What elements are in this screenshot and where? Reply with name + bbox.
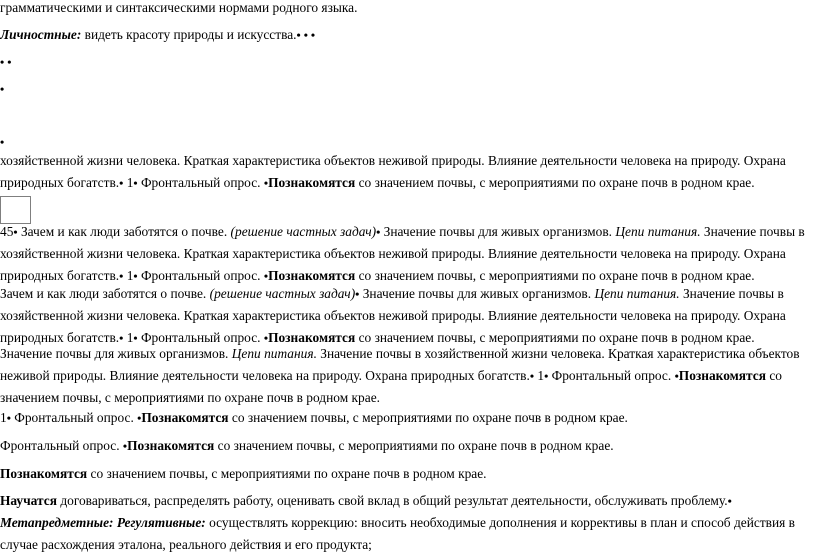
bullet-icon: • [674,369,679,383]
poznakom-label: Познакомятся [0,466,88,481]
line-text: грамматическими и синтаксическими нормами родного языка. [0,0,358,15]
bullet-icon: • [263,176,269,190]
poznakom-label: Познакомятся [268,175,356,190]
paragraph-8 [0,490,810,556]
paragraph-text: хозяйственной жизни человека. Краткая характеристика объектов неживой природы. Влияние деятельности человека на природу. Охрана природных богатств. [0,153,786,190]
bullet-line-2 [0,51,810,73]
text-line-personal [0,24,810,46]
paragraph-italic: Цепи питания. [231,346,317,361]
bullet: • [0,135,5,149]
paragraph-text: Значение почвы для живых организмов. [0,346,232,361]
poznakom-label: Познакомятся [268,330,356,345]
lesson-number: 1 [123,268,134,283]
poznakom-label: Познакомятся [268,268,356,283]
paragraph-3 [0,283,810,349]
poznakom-text: со значением почвы, с мероприятиями по охране почв в родном крае. [0,368,782,405]
paragraph-4 [0,343,810,409]
paragraph-text: Значение почвы в хозяйственной жизни человека. Краткая характеристика объектов неживой природы. Влияние деятельности человека на природу. Охрана природных богатств. [0,346,800,383]
paragraph-text: Зачем и как люди заботятся о почве. [17,224,231,239]
paragraph-1 [0,150,810,194]
meta-label: Метапредметные: [0,515,114,530]
lesson-number: 1 [123,330,134,345]
reg-label: Регулятивные: [116,515,206,530]
lesson-number: 1 [0,410,7,425]
paragraph-italic: (решение частных задач) [209,286,356,301]
paragraph-italic: Цепи питания. [615,224,701,239]
bullet-icon: • [13,225,18,239]
bullet-icon: • [119,331,124,345]
frontal-text: Фронтальный опрос. [137,268,264,283]
frontal-text: Фронтальный опрос. [10,410,138,425]
lesson-number: 1 [534,368,545,383]
poznakom-text: со значением почвы, с мероприятиями по охране почв в родном крае. [87,466,487,481]
bullet-icon: • [355,287,360,301]
bullet-icon: • [727,494,732,508]
frontal-text: Фронтальный опрос. [0,438,123,453]
paragraph-text: Значение почвы для живых организмов. [359,286,595,301]
paragraph-text: Значение почвы для живых организмов. [380,224,616,239]
frontal-text: Фронтальный опрос. [548,368,675,383]
bullet-line-3 [0,78,810,100]
poznakom-label: Познакомятся [141,410,229,425]
paragraph-7 [0,463,810,485]
poznakom-text: со значением почвы, с мероприятиями по охране почв в родном крае. [355,175,755,190]
frontal-text: Фронтальный опрос. [137,330,264,345]
paragraph-2 [0,221,810,287]
bullet-group: • • • [296,28,316,42]
paragraph-italic: Цепи питания. [594,286,680,301]
bullet-icon: • [119,176,124,190]
paragraph-italic: (решение частных задач) [230,224,377,239]
poznakom-label: Познакомятся [127,438,215,453]
paragraph-text: Зачем и как люди заботятся о почве. [0,286,210,301]
bullet: • [0,82,5,96]
bullet-group: • • [0,55,12,69]
personal-label: Личностные: [0,27,82,42]
bullet-icon: • [137,411,142,425]
poznakom-text: со значением почвы, с мероприятиями по охране почв в родном крае. [355,330,755,345]
poznakom-text: со значением почвы, с мероприятиями по охране почв в родном крае. [214,438,614,453]
bullet-icon: • [544,369,549,383]
nauch-text: договариваться, распределять работу, оценивать свой вклад в общий результат деятельности, обслуживать проблему. [56,493,728,508]
bullet-icon: • [133,331,138,345]
paragraph-text: Значение почвы в хозяйственной жизни человека. Краткая характеристика объектов неживой природы. Влияние деятельности человека на природу. Охрана природных богатств. [0,224,805,283]
lesson-number: 1 [123,175,134,190]
poznakom-label: Познакомятся [678,368,766,383]
personal-text: видеть красоту природы и искусства. [81,27,297,42]
bullet-icon: • [119,269,124,283]
poznakom-text: со значением почвы, с мероприятиями по охране почв в родном крае. [355,268,755,283]
table-cell-box [0,196,31,224]
bullet-icon: • [6,411,11,425]
paragraph-text: Значение почвы в хозяйственной жизни человека. Краткая характеристика объектов неживой природы. Влияние деятельности человека на природу. Охрана природных богатств. [0,286,786,345]
lesson-number: 45 [0,224,14,239]
bullet-icon: • [122,439,128,453]
bullet-icon: • [263,331,269,345]
nauch-label: Научатся [0,493,57,508]
bullet-icon: • [133,176,138,190]
bullet-icon: • [263,269,269,283]
paragraph-6 [0,435,810,457]
bullet-icon: • [529,369,535,383]
paragraph-5 [0,407,810,429]
frontal-text: Фронтальный опрос. [137,175,264,190]
reg-text: осуществлять коррекцию: вносить необходимые дополнения и коррективы в план и способ действия в случае расхождения эталона, реального действия и его продукта; [0,515,795,552]
bullet-icon: • [376,225,381,239]
text-line-grammar [0,0,810,19]
bullet-icon: • [133,269,138,283]
poznakom-text: со значением почвы, с мероприятиями по охране почв в родном крае. [228,410,628,425]
